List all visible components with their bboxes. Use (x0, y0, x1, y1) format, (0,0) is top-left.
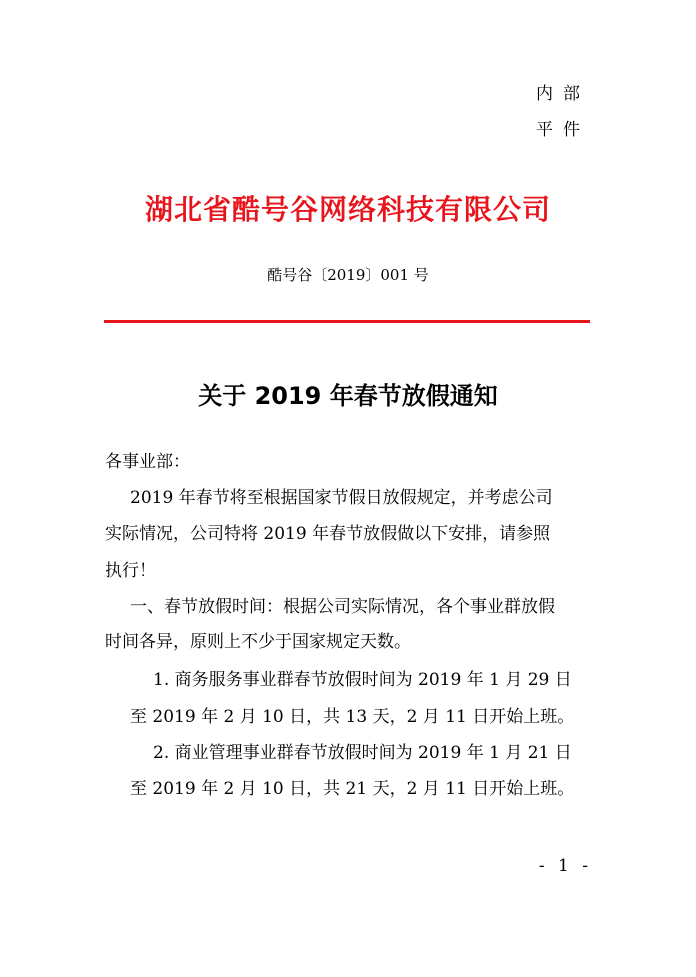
body-line-2: 实际情况，公司特将 2019 年春节放假做以下安排，请参照 (105, 524, 551, 544)
body-line-8: 2. 商业管理事业群春节放假时间为 2019 年 1 月 21 日 (153, 743, 572, 763)
body-line-6: 1. 商务服务事业群春节放假时间为 2019 年 1 月 29 日 (153, 670, 572, 690)
body-line-7: 至 2019 年 2 月 10 日，共 13 天，2 月 11 日开始上班。 (130, 707, 575, 727)
body-line-4: 一、春节放假时间：根据公司实际情况，各个事业群放假 (130, 597, 555, 617)
organization-name: 湖北省酷号谷网络科技有限公司 (144, 193, 551, 226)
classification-regular: 平件 (536, 120, 590, 140)
body-line-1: 2019 年春节将至根据国家节假日放假规定，并考虑公司 (130, 488, 553, 508)
body-line-9: 至 2019 年 2 月 10 日，共 21 天，2 月 11 日开始上班。 (130, 779, 575, 799)
red-header-rule (104, 320, 590, 323)
body-line-5: 时间各异，原则上不少于国家规定天数。 (105, 632, 411, 652)
page-number: - 1 - (538, 856, 592, 876)
classification-internal: 内部 (536, 84, 590, 104)
body-line-3: 执行！ (105, 561, 156, 581)
document-number: 酷号谷〔2019〕001 号 (267, 266, 429, 284)
notice-title: 关于 2019 年春节放假通知 (198, 382, 498, 410)
salutation: 各事业部： (105, 452, 190, 472)
